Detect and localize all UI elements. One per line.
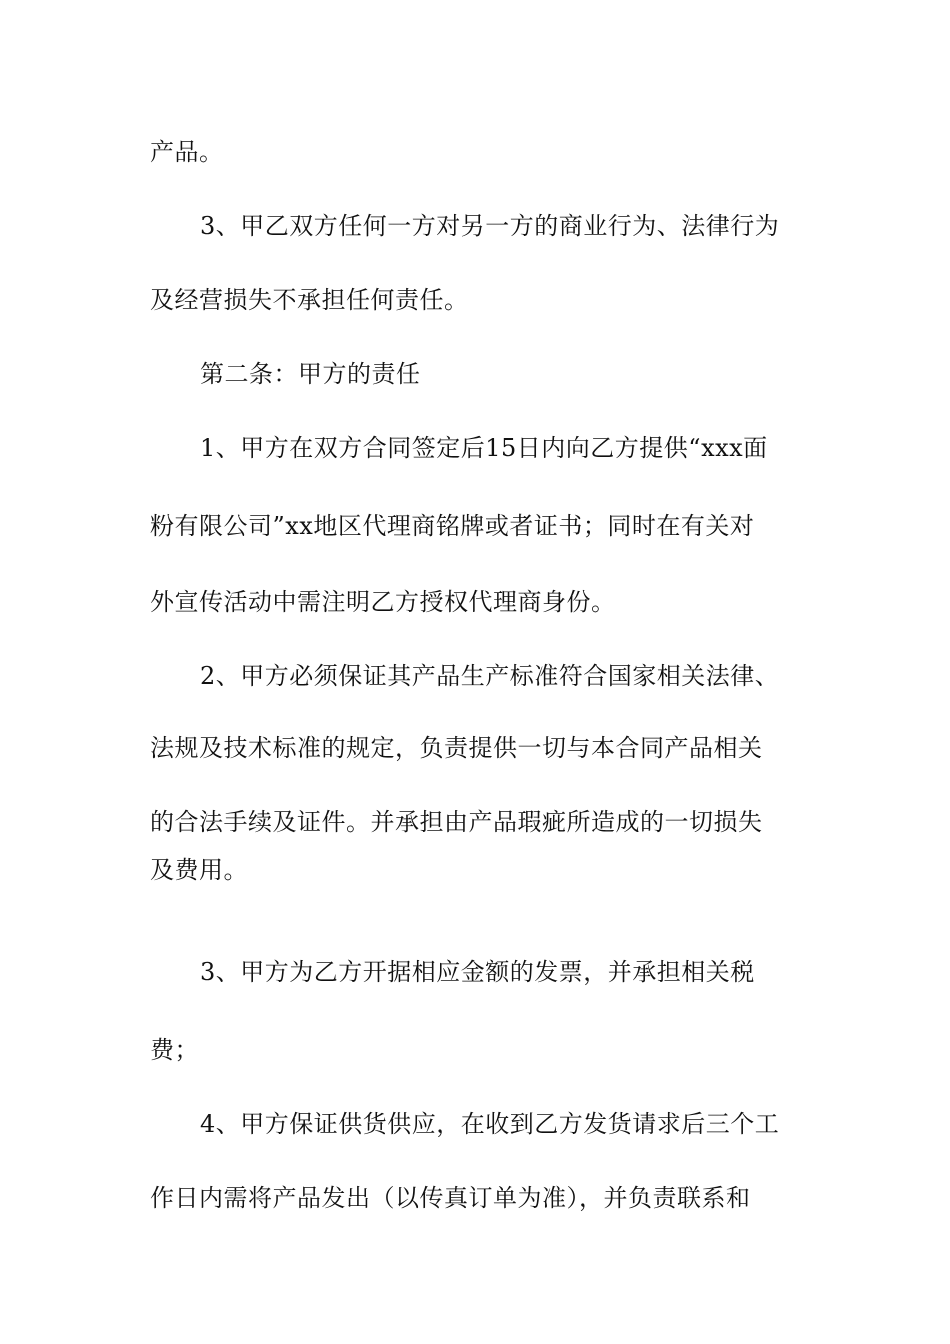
text-line: 3、甲方为乙方开据相应金额的发票，并承担相关税 (200, 958, 755, 986)
text-line: 粉有限公司”xx地区代理商铭牌或者证书；同时在有关对 (150, 512, 755, 540)
text-line: 及费用。 (150, 856, 248, 884)
text-line: 的合法手续及证件。并承担由产品瑕疵所造成的一切损失 (150, 808, 763, 836)
text-line: 2、甲方必须保证其产品生产标准符合国家相关法律、 (200, 662, 780, 690)
text-line: 作日内需将产品发出（以传真订单为准），并负责联系和 (150, 1184, 751, 1212)
text-line: 法规及技术标准的规定，负责提供一切与本合同产品相关 (150, 734, 763, 762)
text-line: 费； (150, 1036, 199, 1064)
text-line: 及经营损失不承担任何责任。 (150, 286, 469, 314)
section-heading: 第二条：甲方的责任 (200, 360, 421, 388)
text-line: 1、甲方在双方合同签定后15日内向乙方提供“xxx面 (200, 434, 768, 462)
text-line: 产品。 (150, 138, 224, 166)
text-line: 3、甲乙双方任何一方对另一方的商业行为、法律行为 (200, 212, 780, 240)
text-line: 外宣传活动中需注明乙方授权代理商身份。 (150, 588, 616, 616)
text-line: 4、甲方保证供货供应，在收到乙方发货请求后三个工 (200, 1110, 780, 1138)
